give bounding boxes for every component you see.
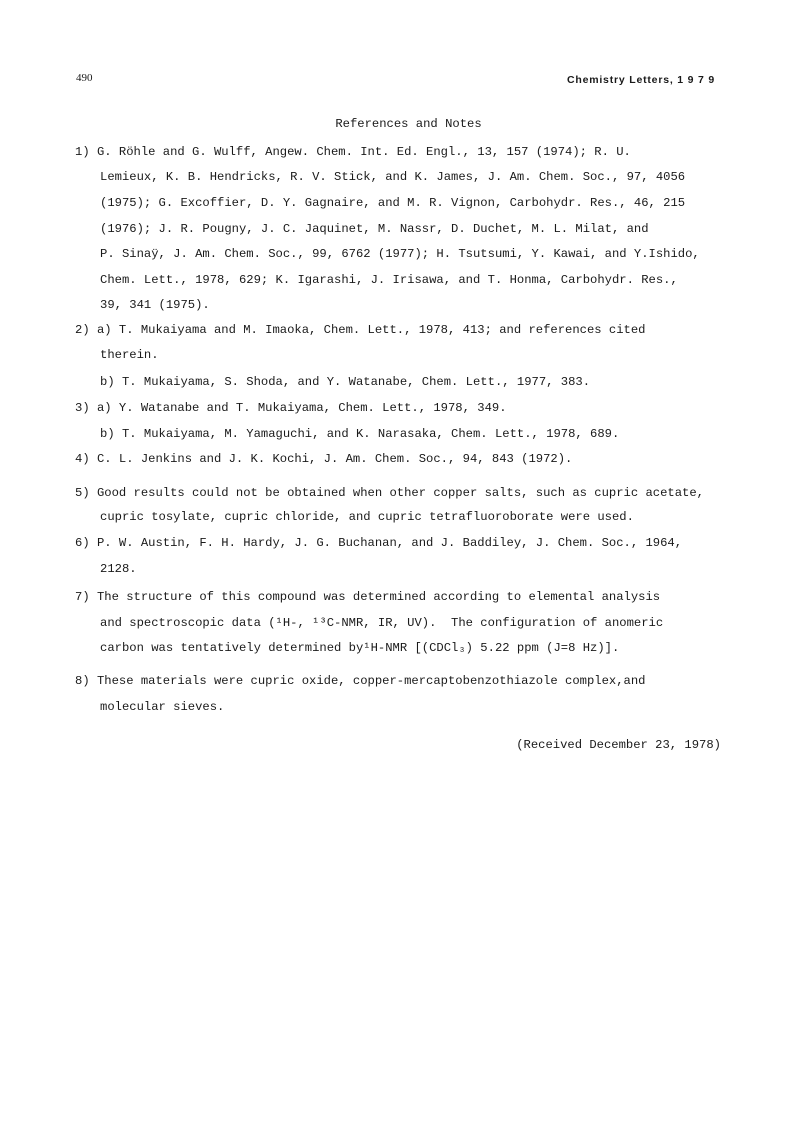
reference-line: 39, 341 (1975).: [100, 298, 210, 312]
reference-line: 3) a) Y. Watanabe and T. Mukaiyama, Chem. Lett., 1978, 349.: [75, 401, 507, 415]
received-date: (Received December 23, 1978): [516, 738, 721, 752]
page-number: 490: [76, 72, 93, 84]
reference-line: therein.: [100, 348, 159, 362]
reference-line: Chem. Lett., 1978, 629; K. Igarashi, J. Irisawa, and T. Honma, Carbohydr. Res.,: [100, 273, 678, 287]
reference-line: (1975); G. Excoffier, D. Y. Gagnaire, and M. R. Vignon, Carbohydr. Res., 46, 215: [100, 196, 686, 210]
reference-line: b) T. Mukaiyama, S. Shoda, and Y. Watanabe, Chem. Lett., 1977, 383.: [100, 375, 591, 389]
reference-line: Lemieux, K. B. Hendricks, R. V. Stick, and K. James, J. Am. Chem. Soc., 97, 4056: [100, 170, 686, 184]
reference-line: carbon was tentatively determined by¹H-NMR [(CDCl₃) 5.22 ppm (J=8 Hz)].: [100, 641, 620, 655]
reference-line: b) T. Mukaiyama, M. Yamaguchi, and K. Narasaka, Chem. Lett., 1978, 689.: [100, 427, 620, 441]
reference-line: 6) P. W. Austin, F. H. Hardy, J. G. Buchanan, and J. Baddiley, J. Chem. Soc., 1964,: [75, 536, 683, 550]
reference-line: 8) These materials were cupric oxide, copper-mercaptobenzothiazole complex,and: [75, 674, 646, 688]
reference-line: and spectroscopic data (¹H-, ¹³C-NMR, IR, UV). The configuration of anomeric: [100, 616, 664, 630]
reference-line: cupric tosylate, cupric chloride, and cupric tetrafluoroborate were used.: [100, 510, 634, 524]
reference-line: P. Sinaÿ, J. Am. Chem. Soc., 99, 6762 (1977); H. Tsutsumi, Y. Kawai, and Y.Ishido,: [100, 247, 700, 261]
references-heading: References and Notes: [335, 117, 482, 131]
reference-line: 2) a) T. Mukaiyama and M. Imaoka, Chem. Lett., 1978, 413; and references cited: [75, 323, 646, 337]
reference-line: molecular sieves.: [100, 700, 225, 714]
reference-line: 1) G. Röhle and G. Wulff, Angew. Chem. Int. Ed. Engl., 13, 157 (1974); R. U.: [75, 145, 631, 159]
reference-line: 7) The structure of this compound was determined according to elemental analysis: [75, 590, 661, 604]
reference-line: (1976); J. R. Pougny, J. C. Jaquinet, M. Nassr, D. Duchet, M. L. Milat, and: [100, 222, 649, 236]
reference-line: 4) C. L. Jenkins and J. K. Kochi, J. Am. Chem. Soc., 94, 843 (1972).: [75, 452, 573, 466]
journal-title: Chemistry Letters, 1 9 7 9: [566, 74, 715, 86]
reference-line: 5) Good results could not be obtained when other copper salts, such as cupric acetate,: [75, 486, 704, 500]
reference-line: 2128.: [100, 562, 137, 576]
